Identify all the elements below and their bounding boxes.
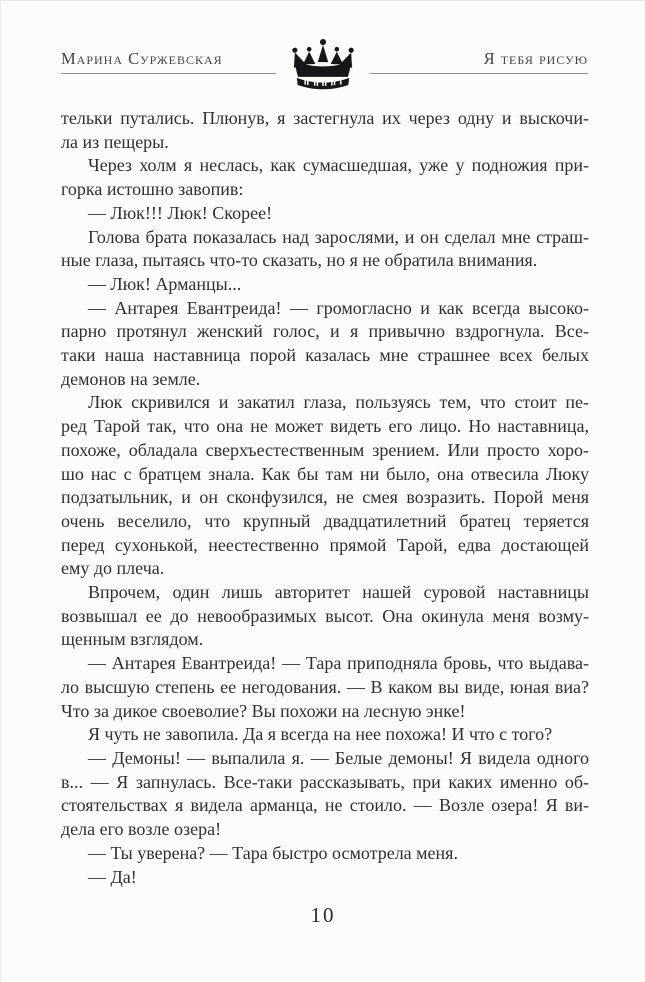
text-line: парно протянул женский голос, и я привычно вздрогнула. Все- [61,321,589,342]
text-line: демонов на земле. [61,368,201,389]
text-line: — Ты уверена? — Тара быстро осмотрела меня. [88,842,458,863]
text-line: Через холм я неслась, как сумасшедшая, уже у подножия при- [88,155,589,176]
page-body [61,107,589,889]
text-line: подзатыльник, и он сконфузился, не смея возразить. Порой меня [61,487,589,508]
text-line: Я чуть не завопила. Да я всегда на нее похожа! И что с того? [88,724,553,745]
header-ornament [276,37,370,91]
page-number: 10 [310,903,336,927]
text-line: дела его возле озера! [61,819,222,840]
text-line: возвышал ее до невообразимых высот. Она окинула меня возму- [61,605,589,626]
text-line: — Люк! Арманцы... [88,273,242,294]
text-line: ред Тарой так, что она не может видеть его лицо. Но наставница, [61,416,589,437]
running-head-book-title: Я тебя рисую [483,49,588,68]
crown-icon [281,37,365,91]
text-line: тельки путались. Плюнув, я застегнула их через одну и выскочи- [61,108,589,128]
text-line: — Антарея Евантреида! — громогласно и как всегда высоко- [88,297,589,318]
text-line: шо нас с братцем знала. Как бы там ни было, она отвесила Люку [61,463,589,484]
text-line: очень веселило, что крупный двадцатилетний братец теряется [61,510,589,531]
text-line: — Демоны! — выпалила я. — Белые демоны! Я видела одного [88,747,589,768]
text-line: горка истошно завопив: [61,179,244,200]
text-line: таки наша наставница порой казалась мне страшнее всех белых [61,345,589,366]
text-line: в... — Я запнулась. Все-таки рассказывать, при каких именно об- [61,771,589,792]
text-line: ему до плеча. [61,558,165,579]
text-line: Впрочем, один лишь авторитет нашей суровой наставницы [88,582,589,603]
text-line: ла из пещеры. [61,131,169,152]
text-line: — Антарея Евантреида! — Тара приподняла бровь, что выдава- [88,653,589,674]
text-line: щенным взглядом. [61,629,204,650]
text-line: Люк скривился и закатил глаза, пользуясь тем, что стоит пе- [88,392,589,413]
text-line: Что за дикое своеволие? Вы похожи на лесную энке! [61,700,466,721]
text-line: перед сухонькой, неестественно прямой Тарой, едва достающей [61,534,589,555]
text-line: ные глаза, пытаясь что-то сказать, но я не обратила внимания. [61,250,538,271]
text-line: Голова брата показалась над зарослями, и он сделал мне страш- [88,226,589,247]
text-line: — Люк!!! Люк! Скорее! [88,202,273,223]
text-line: стоятельствах я видела арманца, не стоило. — Возле озера! Я ви- [61,795,589,816]
running-head-author: Марина Суржевская [61,49,223,68]
text-line: ло высшую степень ее негодования. — В каком вы виде, юная виа? [61,676,589,697]
text-line: похоже, обладала сверхъестественным зрением. Или просто хоро- [61,439,589,460]
text-line: — Да! [88,866,137,887]
